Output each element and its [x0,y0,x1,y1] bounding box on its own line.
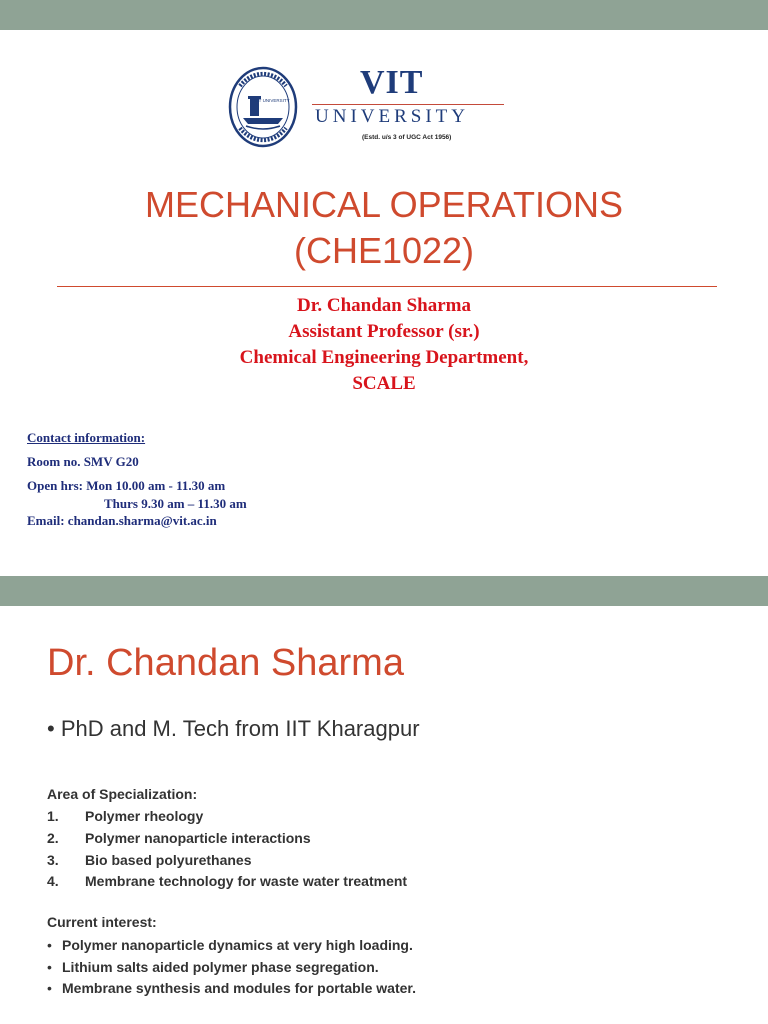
logo-divider [312,104,504,105]
list-item [47,830,311,846]
seal-text: VIT UNIVERSITY [254,98,290,103]
contact-hours-mon: Open hrs: Mon 10.00 am - 11.30 am [27,478,226,493]
bullet-icon: • [47,959,52,975]
university-word: UNIVERSITY [315,106,469,127]
contact-email: Email: chandan.sharma@vit.ac.in [27,513,217,528]
professor-school: SCALE [352,373,416,394]
top-band [0,0,768,30]
list-item [47,852,251,868]
item-text: Polymer nanoparticle interactions [85,830,311,846]
slide2-title: Dr. Chandan Sharma [47,642,404,684]
item-text: Membrane technology for waste water treatment [85,873,408,889]
list-item [47,959,379,975]
item-number: 4. [47,873,59,889]
university-seal-icon [228,66,298,148]
vit-brand: VIT [360,64,424,101]
interest-heading: Current interest: [47,914,157,930]
item-text: Polymer rheology [85,808,204,824]
item-number: 1. [47,808,59,824]
title-divider [57,286,717,287]
contact-room: Room no. SMV G20 [27,454,139,469]
contact-heading: Contact information: [27,430,146,445]
education-bullet [47,716,420,742]
course-title-line1: MECHANICAL OPERATIONS [144,184,624,225]
bullet-icon: • [47,980,52,996]
list-item [47,873,407,889]
item-text: Membrane synthesis and modules for portable water. [62,980,416,996]
list-item [47,808,203,824]
estd-note: (Estd. u/s 3 of UGC Act 1956) [362,134,452,141]
specialization-heading: Area of Specialization: [47,786,198,802]
list-item [47,980,416,996]
item-text: Polymer nanoparticle dynamics at very high loading. [62,937,413,953]
list-item [47,937,413,953]
item-text: Bio based polyurethanes [85,852,252,868]
separator-band [0,576,768,606]
bullet-icon: • [47,716,61,741]
item-text: Lithium salts aided polymer phase segregation. [62,959,379,975]
course-code: (CHE1022) [293,230,475,271]
item-number: 3. [47,852,59,868]
education-text: PhD and M. Tech from IIT Kharagpur [60,716,420,741]
contact-hours-thurs: Thurs 9.30 am – 11.30 am [104,496,247,511]
bullet-icon: • [47,937,52,953]
item-number: 2. [47,830,59,846]
professor-name: Dr. Chandan Sharma [296,295,472,316]
professor-department: Chemical Engineering Department, [239,347,529,368]
professor-position: Assistant Professor (sr.) [288,321,480,342]
